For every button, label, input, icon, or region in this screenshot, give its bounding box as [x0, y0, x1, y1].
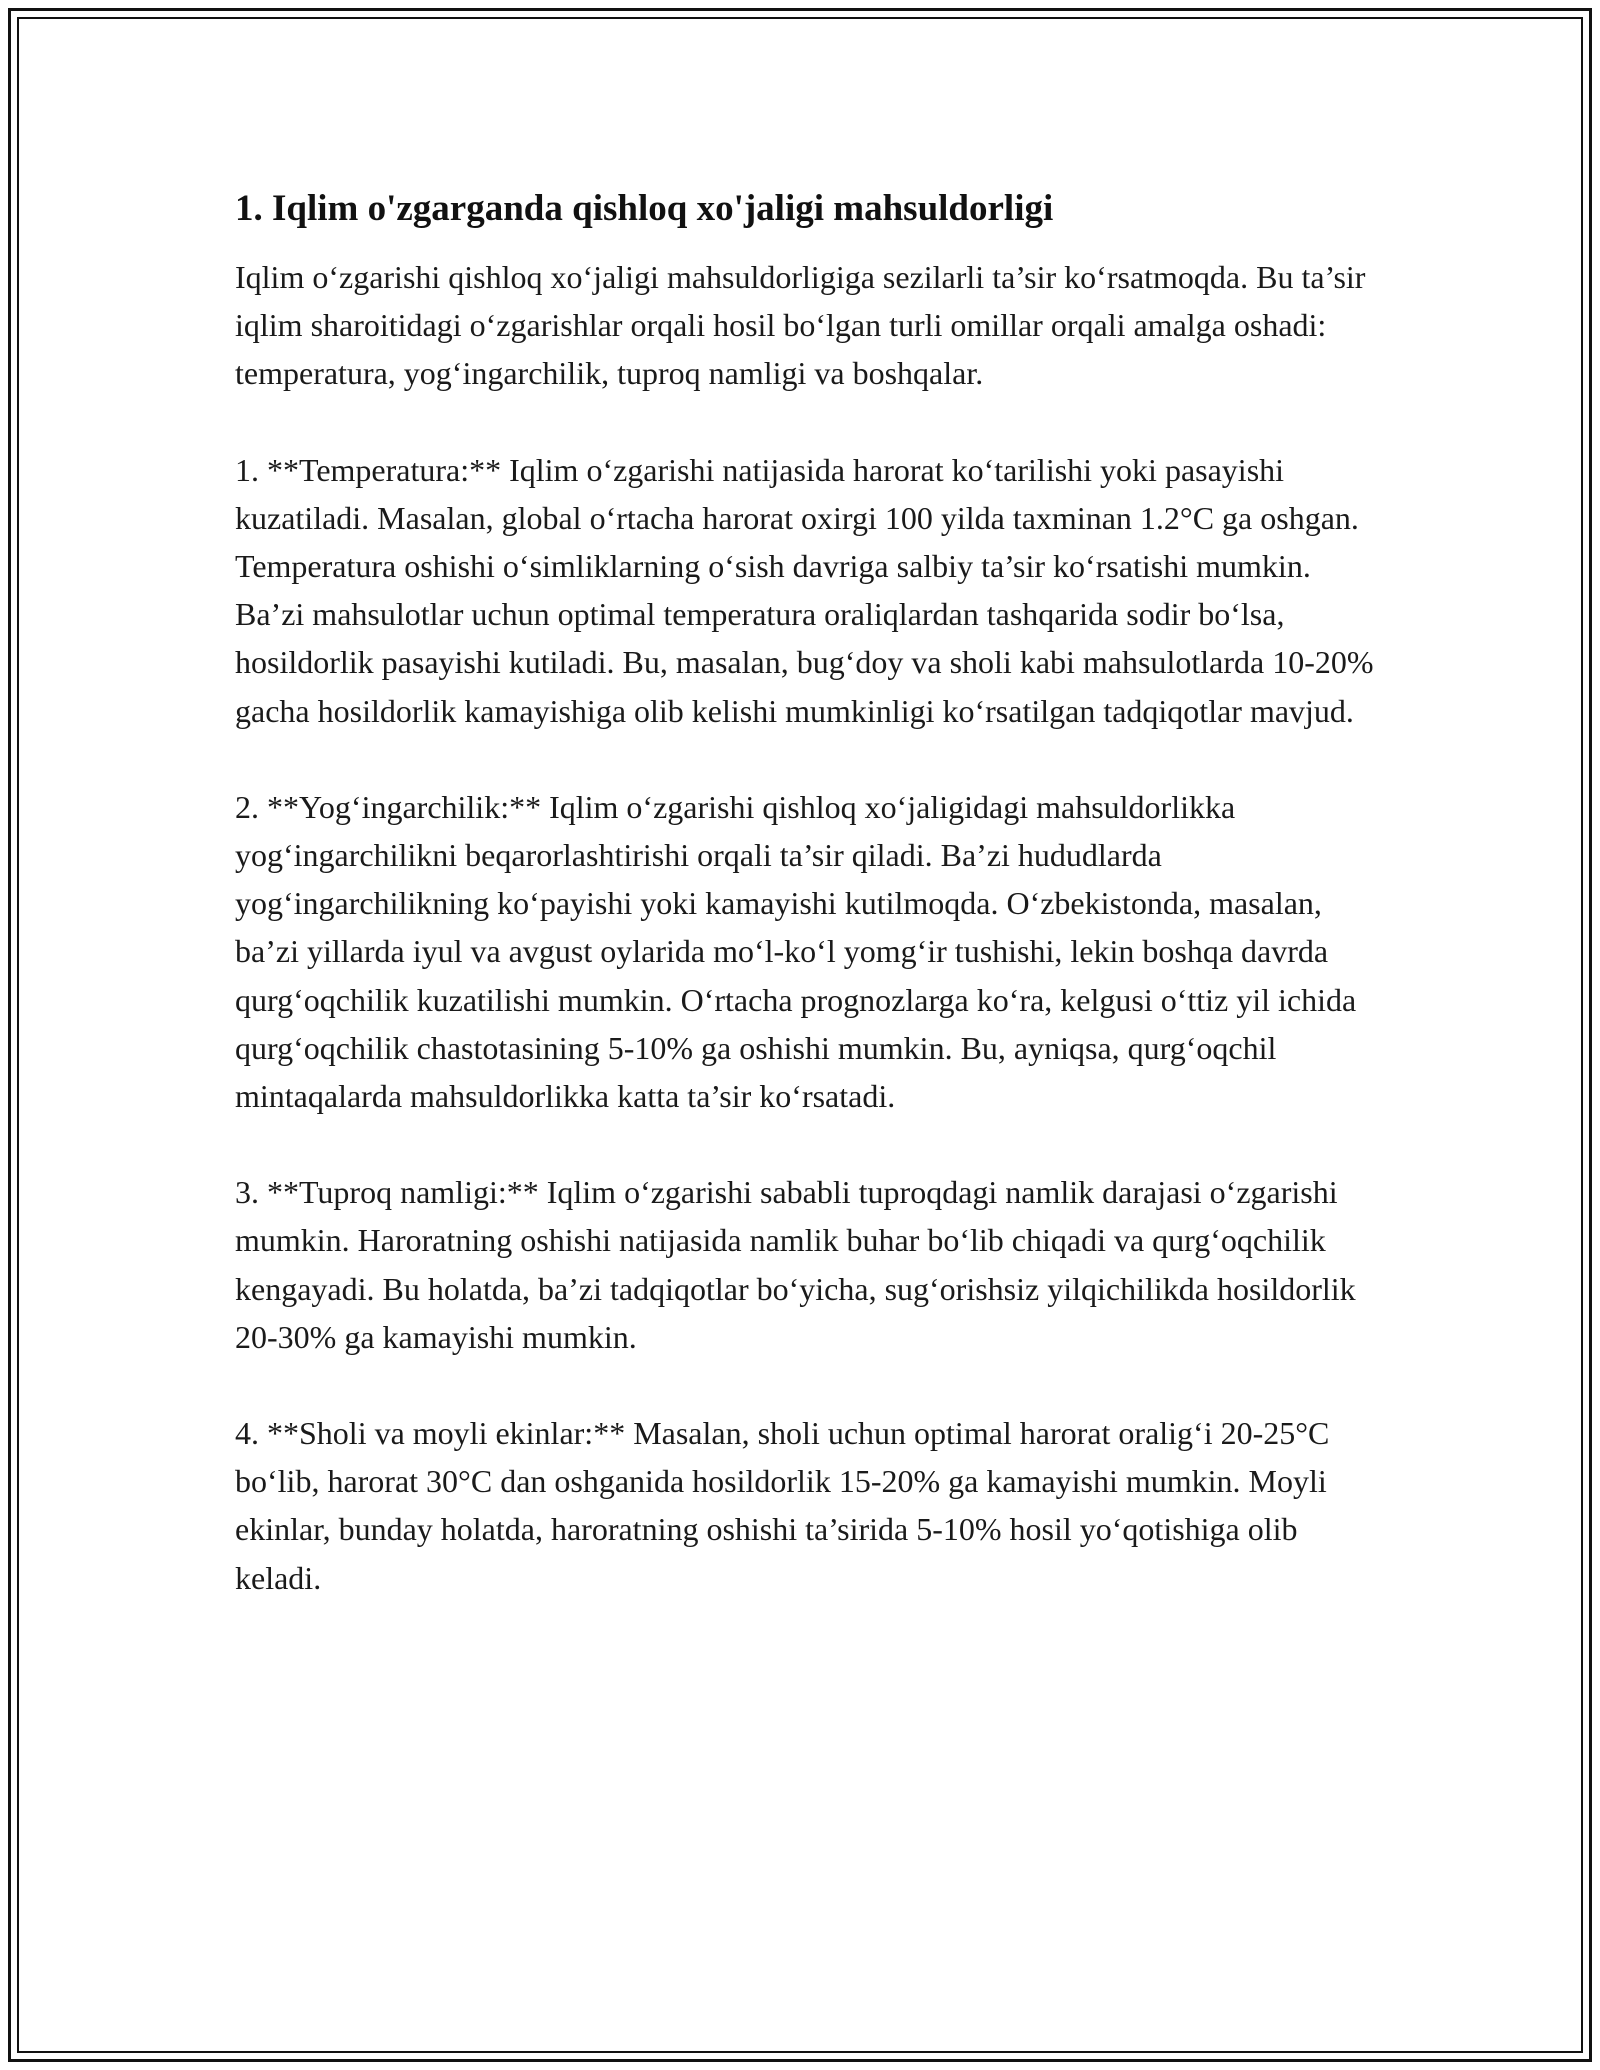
paragraph-soil-moisture: 3. **Tuproq namligi:** Iqlim o‘zgarishi sababli tuproqdagi namlik darajasi o‘zgarishi mumkin. Haroratning oshishi natijasida namlik buhar bo‘lib chiqadi va qurg‘oqchilik kengayadi. Bu holatda, ba’zi tadqiqotlar bo‘yicha, sug‘orishsiz yilqichilikda hosildorlik 20-30% ga kamayishi mumkin. — [235, 1174, 1356, 1355]
paragraph-precipitation: 2. **Yog‘ingarchilik:** Iqlim o‘zgarishi qishloq xo‘jaligidagi mahsuldorlikka yog‘ingarchilikni beqarorlashtirishi orqali ta’sir qiladi. Ba’zi hududlarda yog‘ingarchilikning ko‘payishi yoki kamayishi kutilmoqda. O‘zbekistonda, masalan, ba’zi yillarda iyul va avgust oylarida mo‘l-ko‘l yomg‘ir tushishi, lekin boshqa davrda qurg‘oqchilik kuzatilishi mumkin. O‘rtacha prognozlarga ko‘ra, kelgusi o‘ttiz yil ichida qurg‘oqchilik chastotasining 5-10% ga oshishi mumkin. Bu, ayniqsa, qurg‘oqchil mintaqalarda mahsuldorlikka katta ta’sir ko‘rsatadi. — [235, 788, 1357, 1115]
paragraph-temperature: 1. **Temperatura:** Iqlim o‘zgarishi natijasida harorat ko‘tarilishi yoki pasayishi kuzatiladi. Masalan, global o‘rtacha harorat oxirgi 100 yilda taxminan 1.2°C ga oshgan. Temperatura oshishi o‘simliklarning o‘sish davriga salbiy ta’sir ko‘rsatishi mumkin. Ba’zi mahsulotlar uchun optimal temperatura oraliqlardan tashqarida sodir bo‘lsa, hosildorlik pasayishi kutiladi. Bu, masalan, bug‘doy va sholi kabi mahsulotlarda 10-20% gacha hosildorlik kamayishiga olib kelishi mumkinligi ko‘rsatilgan tadqiqotlar mavjud. — [235, 451, 1374, 729]
paragraph-rice-oilseeds: 4. **Sholi va moyli ekinlar:** Masalan, sholi uchun optimal harorat oralig‘i 20-25°C bo‘lib, harorat 30°C dan oshganida hosildorlik 15-20% ga kamayishi mumkin. Moyli ekinlar, bunday holatda, haroratning oshishi ta’sirida 5-10% hosil yo‘qotishiga olib keladi. — [235, 1415, 1330, 1596]
paragraph-intro: Iqlim o‘zgarishi qishloq xo‘jaligi mahsuldorligiga sezilarli ta’sir ko‘rsatmoqda. Bu ta’sir iqlim sharoitidagi o‘zgarishlar orqali hosil bo‘lgan turli omillar orqali amalga oshadi: temperatura, yog‘ingarchilik, tuproq namligi va boshqalar. — [235, 259, 1366, 392]
document-body — [235, 185, 1375, 1650]
document-title: 1. Iqlim o'zgarganda qishloq xo'jaligi mahsuldorligi — [235, 188, 1054, 229]
